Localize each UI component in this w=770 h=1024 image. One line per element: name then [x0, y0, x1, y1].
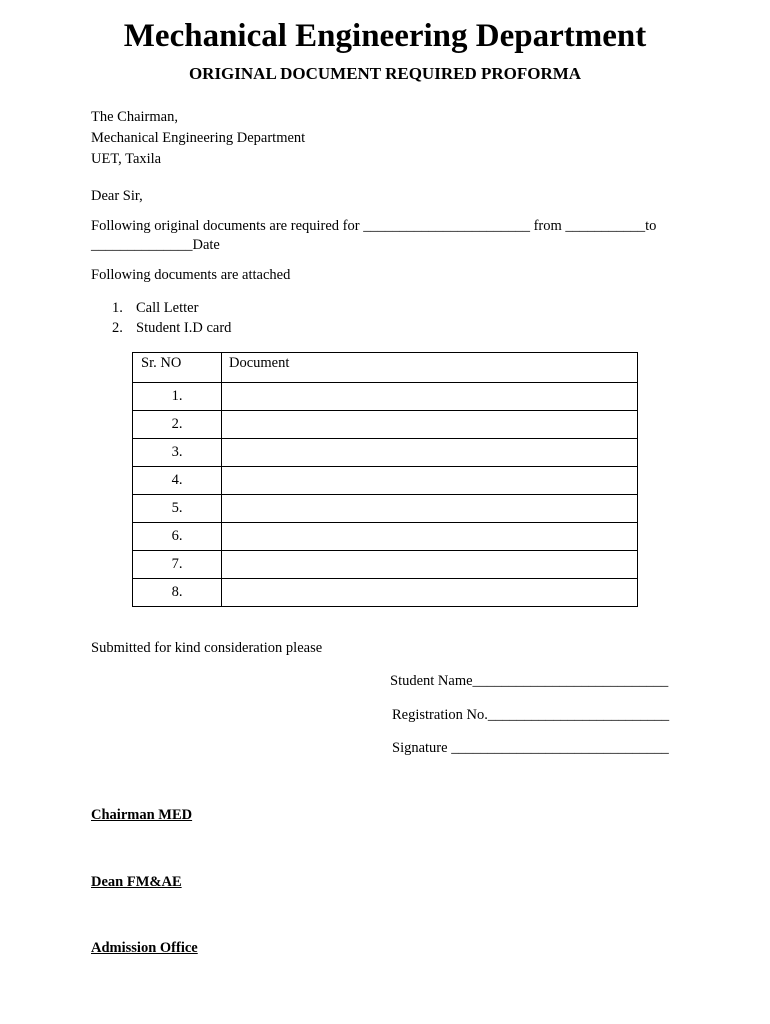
salutation: Dear Sir, — [91, 188, 143, 204]
request-line-2: ______________Date — [91, 237, 220, 253]
document-title: Mechanical Engineering Department — [123, 18, 647, 54]
table-row — [133, 383, 638, 411]
list-item — [112, 320, 231, 337]
closing-text: Submitted for kind consideration please — [91, 640, 323, 656]
column-header-document: Document — [222, 353, 638, 383]
table-row — [133, 467, 638, 495]
document-subtitle: ORIGINAL DOCUMENT REQUIRED PROFORMA — [188, 64, 582, 83]
documents-table — [132, 352, 638, 607]
table-row — [133, 551, 638, 579]
list-item-number: 2. — [112, 320, 123, 336]
address-line-1: The Chairman, — [91, 109, 178, 125]
document-cell[interactable] — [222, 383, 638, 411]
registration-field[interactable]: Registration No._________________________ — [392, 707, 670, 723]
document-cell[interactable] — [222, 467, 638, 495]
table-row — [133, 439, 638, 467]
document-cell[interactable] — [222, 579, 638, 607]
address-line-2: Mechanical Engineering Department — [91, 130, 306, 146]
attached-heading: Following documents are attached — [91, 267, 291, 283]
table-row — [133, 411, 638, 439]
document-cell[interactable] — [222, 439, 638, 467]
list-item-text: Call Letter — [136, 300, 199, 316]
table-header-row — [133, 353, 638, 383]
row-number: 2. — [133, 411, 222, 439]
signature-field[interactable]: Signature ______________________________ — [392, 740, 669, 756]
student-name-field[interactable]: Student Name___________________________ — [390, 673, 669, 689]
list-item-number: 1. — [112, 300, 123, 316]
admission-office-label: Admission Office — [91, 940, 198, 956]
request-line-1: Following original documents are required for _______________________ from ___________to — [91, 218, 657, 234]
row-number: 7. — [133, 551, 222, 579]
row-number: 5. — [133, 495, 222, 523]
table-row — [133, 523, 638, 551]
dean-approval-label: Dean FM&AE — [91, 874, 182, 890]
row-number: 4. — [133, 467, 222, 495]
document-cell[interactable] — [222, 551, 638, 579]
document-cell[interactable] — [222, 523, 638, 551]
row-number: 8. — [133, 579, 222, 607]
table-row — [133, 495, 638, 523]
address-line-3: UET, Taxila — [91, 151, 162, 167]
column-header-sr-no: Sr. NO — [133, 353, 222, 383]
document-cell[interactable] — [222, 411, 638, 439]
row-number: 3. — [133, 439, 222, 467]
list-item — [112, 300, 198, 317]
list-item-text: Student I.D card — [136, 320, 232, 336]
table-row — [133, 579, 638, 607]
row-number: 6. — [133, 523, 222, 551]
row-number: 1. — [133, 383, 222, 411]
document-cell[interactable] — [222, 495, 638, 523]
chairman-approval-label: Chairman MED — [91, 807, 193, 823]
